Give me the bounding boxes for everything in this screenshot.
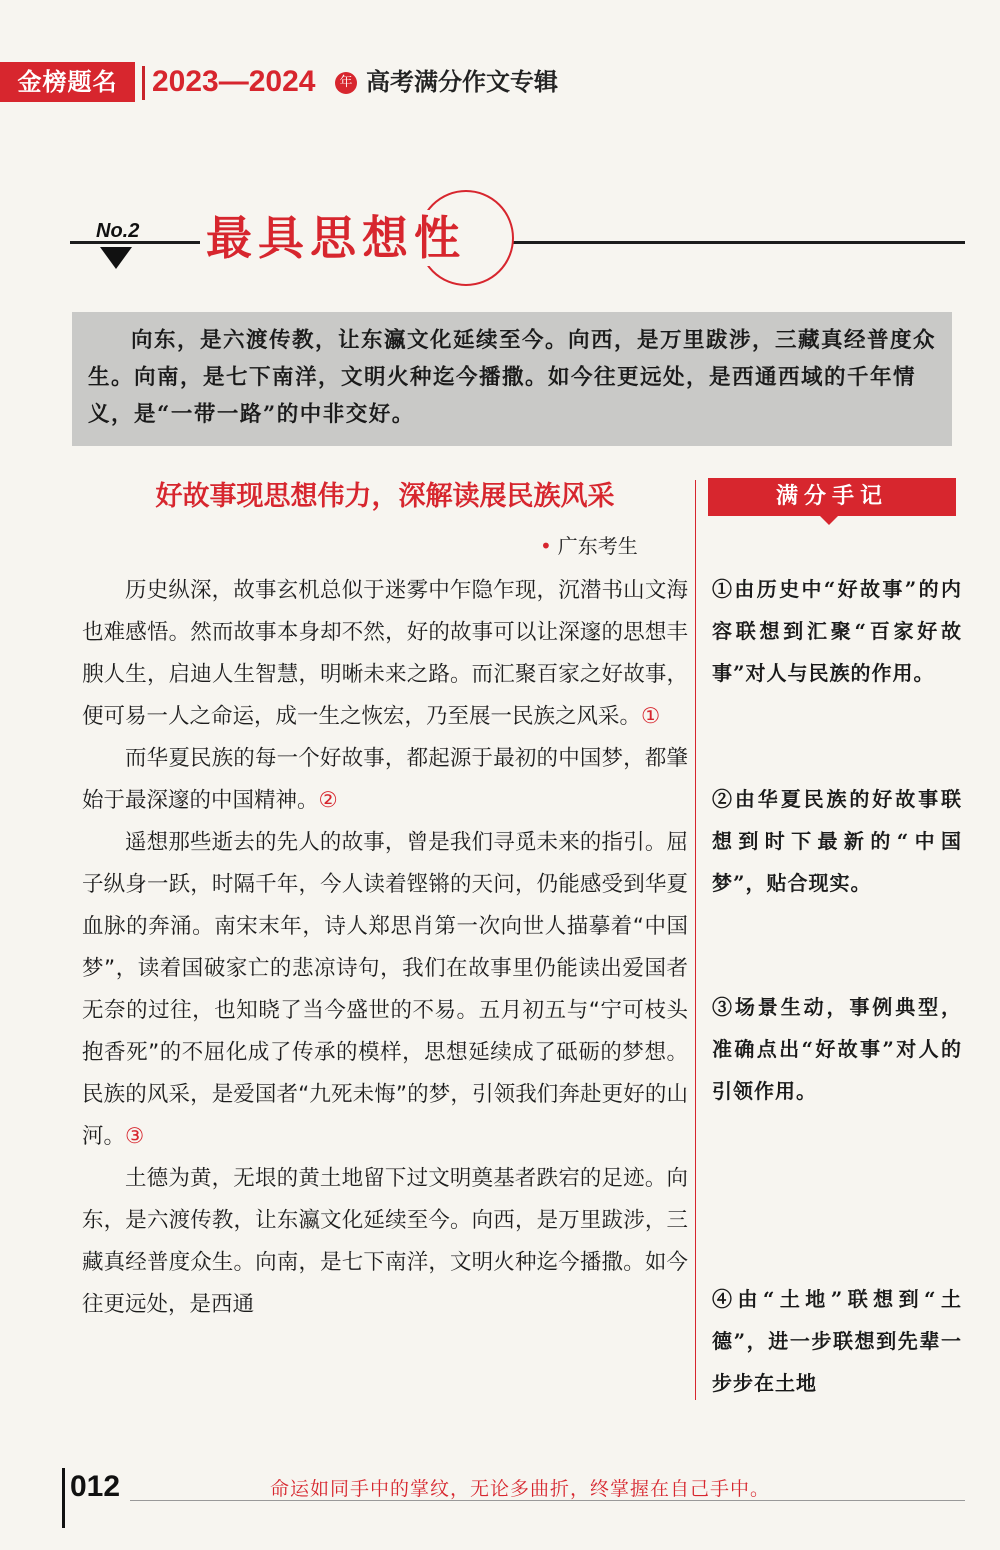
triangle-marker-icon: [100, 247, 132, 269]
essay-paragraph: 遥想那些逝去的先人的故事，曾是我们寻觅未来的指引。屈子纵身一跃，时隔千年，今人读着铿锵的天问，仍能感受到华夏血脉的奔涌。南宋末年，诗人郑思肖第一次向世人描摹着“中国梦”，读着国破家亡的悲凉诗句，我们在故事里仍能读出爱国者无奈的过往，也知晓了当今盛世的不易。五月初五与“宁可枝头抱香死”的不屈化成了传承的模样，思想延续成了砥砺的梦想。民族的风采，是爱国者“九死未悔”的梦，引领我们奔赴更好的山河。③: [82, 830, 688, 1149]
section-number: No.2: [96, 220, 140, 242]
essay-title: 好故事现思想伟力，深解读展民族风采: [155, 481, 615, 512]
bullet-icon: •: [540, 534, 552, 558]
year-circle-icon: 年: [335, 72, 357, 94]
heading-notch-icon: [820, 516, 838, 525]
sidebar-note: ④由“土地”联想到“土德”，进一步联想到先辈一步步在土地: [712, 1287, 962, 1395]
header-separator: [142, 66, 145, 100]
essay-paragraph: 土德为黄，无垠的黄土地留下过文明奠基者跌宕的足迹。向东，是六渡传教，让东瀛文化延续至今。向西，是万里跋涉，三藏真经普度众生。向南，是七下南洋，文明火种迄今播撒。如今往更远处，是西通: [82, 1166, 688, 1317]
series-title: 高考满分作文专辑: [366, 68, 558, 96]
footer-quote: 命运如同手中的掌纹，无论多曲折，终掌握在自己手中。: [270, 1478, 771, 1500]
sidebar-heading: 满分手记: [708, 478, 956, 516]
section-title: 最具思想性: [200, 210, 472, 266]
essay-paragraph: 历史纵深，故事玄机总似于迷雾中乍隐乍现，沉潜书山文海也难感悟。然而故事本身却不然，好的故事可以让深邃的思想丰腴人生，启迪人生智慧，明晰未来之路。而汇聚百家之好故事，便可易一人之命运，成一生之恢宏，乃至展一民族之风采。①: [82, 578, 688, 729]
header-years: 2023—2024: [152, 65, 316, 98]
annotation-mark: ①: [641, 704, 661, 729]
sidebar-note: ②由华夏民族的好故事联想到时下最新的“中国梦”，贴合现实。: [712, 787, 962, 895]
page-number: 012: [70, 1470, 121, 1503]
sidebar-note: ①由历史中“好故事”的内容联想到汇聚“百家好故事”对人与民族的作用。: [712, 577, 962, 685]
highlight-quote-box: [72, 312, 952, 446]
annotation-mark: ③: [125, 1124, 145, 1149]
footer-bar: [62, 1468, 65, 1528]
sidebar-note: ③场景生动，事例典型，准确点出“好故事”对人的引领作用。: [712, 995, 962, 1103]
essay-body: [82, 570, 688, 1326]
series-badge: 金榜题名: [0, 62, 135, 102]
essay-author: [540, 530, 638, 559]
highlight-quote-text: 向东，是六渡传教，让东瀛文化延续至今。向西，是万里跋涉，三藏真经普度众生。向南，是七下南洋，文明火种迄今播撒。如今往更远处，是西通西域的千年情义，是“一带一路”的中非交好。: [88, 328, 937, 427]
author-name: 广东考生: [557, 534, 638, 558]
column-divider: [695, 480, 696, 1400]
essay-paragraph: 而华夏民族的每一个好故事，都起源于最初的中国梦，都肇始于最深邃的中国精神。②: [82, 746, 688, 813]
annotation-mark: ②: [318, 788, 338, 813]
